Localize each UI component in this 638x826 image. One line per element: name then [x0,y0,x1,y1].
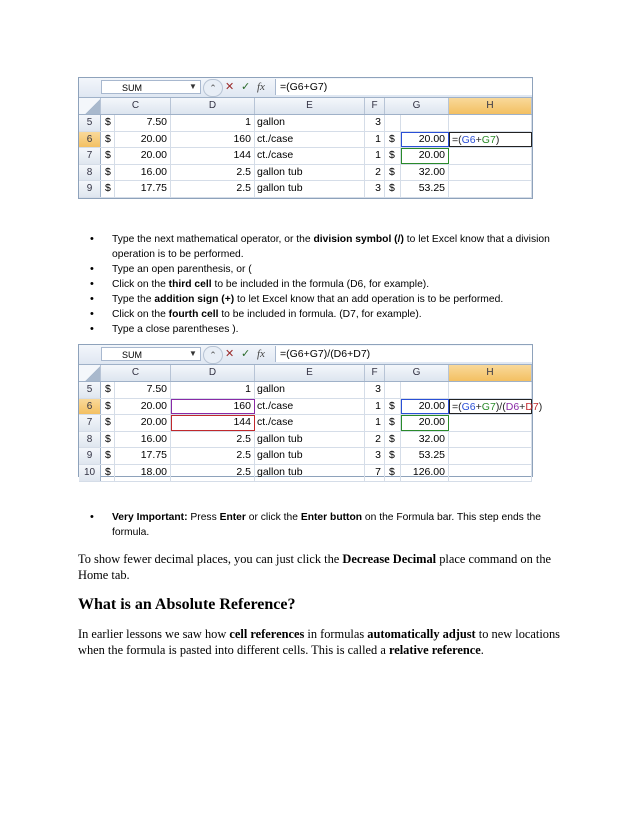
cell-c[interactable]: 20.00 [115,132,171,148]
sheet-grid [79,365,543,482]
cell-c-currency[interactable]: $ [101,132,115,148]
cell-c-currency[interactable]: $ [101,115,115,131]
list-item [90,232,570,262]
cell-g[interactable]: 32.00 [401,165,449,181]
list-text: Press [187,512,220,523]
row-header[interactable]: 6 [79,132,101,148]
table-row [79,115,532,132]
list-text: Type a close parentheses ). [112,324,239,335]
paragraph-text: In earlier lessons we saw how [78,627,230,641]
cell-c-currency[interactable]: $ [101,148,115,164]
column-header-d[interactable]: D [171,365,255,381]
table-row [79,165,532,182]
cell-g-currency[interactable] [385,382,401,398]
cell-f[interactable]: 3 [365,181,385,197]
formula-text: =( [452,400,462,413]
instruction-list-2 [90,510,570,540]
cancel-icon[interactable]: ✕ [225,348,235,360]
paragraph-relative-reference [78,626,568,658]
cell-c-currency[interactable]: $ [101,165,115,181]
cell-reference: G6 [461,133,476,146]
cell-h[interactable] [449,181,532,197]
paragraph-bold-text: Decrease Decimal [342,552,437,566]
row-header[interactable]: 5 [79,115,101,131]
cell-d[interactable]: 2.5 [171,432,255,448]
list-text: on the Formula bar. This step ends the formula. [112,512,542,538]
cell-e[interactable]: gallon tub [255,432,365,448]
formula-text: )/( [495,400,506,413]
select-all-corner[interactable] [79,365,101,381]
cell-c-currency[interactable]: $ [101,415,115,431]
column-header-row [79,365,532,382]
cell-e[interactable]: gallon tub [255,165,365,181]
list-text: to let Excel know that a division operation is to be performed. [112,234,550,260]
cell-e[interactable]: ct./case [255,415,365,431]
cell-c[interactable]: 20.00 [115,415,171,431]
column-header-g[interactable]: G [385,365,449,381]
formula-input[interactable]: =(G6+G7)/(D6+D7) [275,346,532,362]
table-row [79,432,532,449]
list-text: or click the [245,512,301,523]
column-header-d[interactable]: D [171,98,255,114]
paragraph-text: place command on the Home tab. [78,552,552,582]
list-item [90,307,570,322]
cell-d[interactable]: 2.5 [171,181,255,197]
formula-bar [79,78,532,98]
cell-f[interactable]: 3 [365,382,385,398]
cell-c-currency[interactable]: $ [101,448,115,464]
row-header[interactable]: 9 [79,181,101,197]
cell-reference: D6 [505,400,520,413]
cell-h[interactable] [449,165,532,181]
formula-text: ) [538,400,543,413]
column-header-c[interactable]: C [101,98,171,114]
column-header-e[interactable]: E [255,98,365,114]
cell-d[interactable]: 1 [171,115,255,131]
cell-g-currency[interactable]: $ [385,399,401,415]
chevron-down-icon[interactable]: ▼ [189,82,197,91]
insert-function-icon[interactable]: fx [257,81,265,93]
cell-e[interactable]: ct./case [255,132,365,148]
cell-e[interactable]: gallon tub [255,181,365,197]
cell-h[interactable] [449,115,532,131]
list-item [90,262,570,277]
cell-g[interactable]: 20.00 [401,399,449,415]
table-row [79,382,532,399]
cell-h[interactable] [449,132,532,148]
table-row [79,465,532,482]
formula-bar [79,345,532,365]
cell-g[interactable]: 20.00 [401,132,449,148]
table-row [79,448,532,465]
sheet-grid [79,98,532,198]
cell-d[interactable]: 144 [171,415,255,431]
cell-g-currency[interactable]: $ [385,148,401,164]
paragraph-text: in formulas [304,627,368,641]
cell-c[interactable]: 18.00 [115,465,171,481]
cell-g-currency[interactable]: $ [385,132,401,148]
cell-c[interactable]: 17.75 [115,181,171,197]
list-text: Click on the [112,279,169,290]
list-bold-text: Enter button [300,512,363,523]
table-row [79,181,532,198]
cell-c-currency[interactable]: $ [101,432,115,448]
column-header-row [79,98,532,115]
row-header[interactable]: 5 [79,382,101,398]
excel-screenshot-1 [78,77,533,199]
list-text: Type an open parenthesis, or ( [112,264,252,275]
list-bold-text: third cell [168,279,212,290]
section-heading: What is an Absolute Reference? [78,596,296,613]
cell-f[interactable]: 1 [365,415,385,431]
cell-g[interactable]: 53.25 [401,448,449,464]
list-text: to be included in formula. (D7, for example). [218,309,422,320]
cell-h[interactable] [449,415,532,431]
excel-screenshot-2 [78,344,543,478]
chevron-down-icon[interactable]: ▼ [189,349,197,358]
cell-reference: G6 [461,400,476,413]
list-item [90,292,570,307]
cell-d[interactable]: 1 [171,382,255,398]
cell-e[interactable]: gallon tub [255,448,365,464]
column-header-h[interactable]: H [449,98,532,114]
column-header-g[interactable]: G [385,98,449,114]
cell-h[interactable] [449,399,543,415]
list-item [90,277,570,292]
row-header[interactable]: 7 [79,148,101,164]
formula-input[interactable]: =(G6+G7) [275,79,532,95]
expand-icon[interactable]: ⌃ [203,79,223,97]
cell-f[interactable]: 7 [365,465,385,481]
cell-c[interactable]: 20.00 [115,148,171,164]
cell-g[interactable] [401,382,449,398]
cell-e[interactable]: gallon [255,382,365,398]
cell-reference: G7 [481,133,496,146]
list-text: Type the [112,294,155,305]
paragraph-text: . [480,643,484,657]
cancel-icon[interactable]: ✕ [225,81,235,93]
cell-d[interactable]: 160 [171,399,255,415]
cell-c[interactable]: 20.00 [115,399,171,415]
cell-g[interactable]: 53.25 [401,181,449,197]
cell-e[interactable]: ct./case [255,148,365,164]
formula-text: ) [495,133,500,146]
cell-d[interactable]: 2.5 [171,165,255,181]
row-header[interactable]: 7 [79,415,101,431]
cell-c[interactable]: 16.00 [115,165,171,181]
paragraph-bold-text: relative reference [388,643,481,657]
cell-h[interactable] [449,448,532,464]
row-header[interactable]: 6 [79,399,101,415]
cell-f[interactable]: 2 [365,432,385,448]
cell-g[interactable] [401,115,449,131]
cell-f[interactable]: 1 [365,399,385,415]
row-header[interactable]: 10 [79,465,101,481]
cell-f[interactable]: 1 [365,132,385,148]
formula-text: =( [452,133,462,146]
cell-e[interactable]: gallon [255,115,365,131]
list-bold-text: Enter [219,512,246,523]
list-bold-text: division symbol (/) [313,234,404,245]
cell-c-currency[interactable]: $ [101,465,115,481]
cell-g[interactable]: 126.00 [401,465,449,481]
cell-h[interactable] [449,148,532,164]
paragraph-bold-text: cell references [229,627,305,641]
cell-g-currency[interactable]: $ [385,448,401,464]
table-row [79,132,532,149]
cell-c[interactable]: 16.00 [115,432,171,448]
cell-c[interactable]: 7.50 [115,382,171,398]
table-row [79,399,543,416]
list-bold-text: fourth cell [168,309,219,320]
row-header[interactable]: 9 [79,448,101,464]
cell-c-currency[interactable]: $ [101,399,115,415]
cell-g-currency[interactable]: $ [385,181,401,197]
cell-reference: G7 [481,400,496,413]
enter-icon[interactable]: ✓ [241,348,251,360]
column-header-f[interactable]: F [365,98,385,114]
list-text: Type the next mathematical operator, or the [112,234,314,245]
list-text: to let Excel know that an add operation is to be performed. [234,294,504,305]
list-bold-text: Very Important: [112,512,188,523]
cell-d[interactable]: 144 [171,148,255,164]
cell-e[interactable]: gallon tub [255,465,365,481]
row-header[interactable]: 8 [79,432,101,448]
paragraph-bold-text: automatically adjust [367,627,476,641]
cell-d[interactable]: 160 [171,132,255,148]
name-box[interactable]: SUM [101,347,201,361]
table-row [79,148,532,165]
cell-c-currency[interactable]: $ [101,181,115,197]
cell-g[interactable]: 20.00 [401,415,449,431]
cell-f[interactable]: 3 [365,448,385,464]
cell-g[interactable]: 32.00 [401,432,449,448]
cell-e[interactable]: ct./case [255,399,365,415]
list-text: Click on the [112,309,169,320]
enter-icon[interactable]: ✓ [241,81,251,93]
cell-g-currency[interactable]: $ [385,415,401,431]
expand-icon[interactable]: ⌃ [203,346,223,364]
column-header-e[interactable]: E [255,365,365,381]
cell-f[interactable]: 3 [365,115,385,131]
cell-d[interactable]: 2.5 [171,448,255,464]
name-box[interactable]: SUM [101,80,201,94]
cell-c-currency[interactable]: $ [101,382,115,398]
insert-function-icon[interactable]: fx [257,348,265,360]
cell-g-currency[interactable]: $ [385,165,401,181]
instruction-list-1 [90,232,570,337]
paragraph-decrease-decimal [78,551,568,583]
row-header[interactable]: 8 [79,165,101,181]
cell-f[interactable]: 1 [365,148,385,164]
cell-g[interactable]: 20.00 [401,148,449,164]
cell-c[interactable]: 7.50 [115,115,171,131]
cell-f[interactable]: 2 [365,165,385,181]
table-row [79,415,532,432]
cell-g-currency[interactable]: $ [385,465,401,481]
cell-h[interactable] [449,382,532,398]
cell-reference: D7 [525,400,539,413]
column-header-h[interactable]: H [449,365,532,381]
cell-h[interactable] [449,465,532,481]
formula-text: + [519,400,526,413]
list-text: to be included in the formula (D6, for example). [211,279,430,290]
cell-h[interactable] [449,432,532,448]
cell-d[interactable]: 2.5 [171,465,255,481]
list-bold-text: addition sign (+) [154,294,235,305]
formula-text: + [475,133,482,146]
select-all-corner[interactable] [79,98,101,114]
list-item [90,510,570,540]
cell-g-currency[interactable] [385,115,401,131]
list-item [90,322,570,337]
paragraph-text: To show fewer decimal places, you can just click the [78,552,343,566]
formula-text: + [475,400,482,413]
cell-c[interactable]: 17.75 [115,448,171,464]
paragraph-text: to new locations when the formula is pasted into different cells. This is called a [78,627,560,657]
column-header-c[interactable]: C [101,365,171,381]
column-header-f[interactable]: F [365,365,385,381]
cell-g-currency[interactable]: $ [385,432,401,448]
